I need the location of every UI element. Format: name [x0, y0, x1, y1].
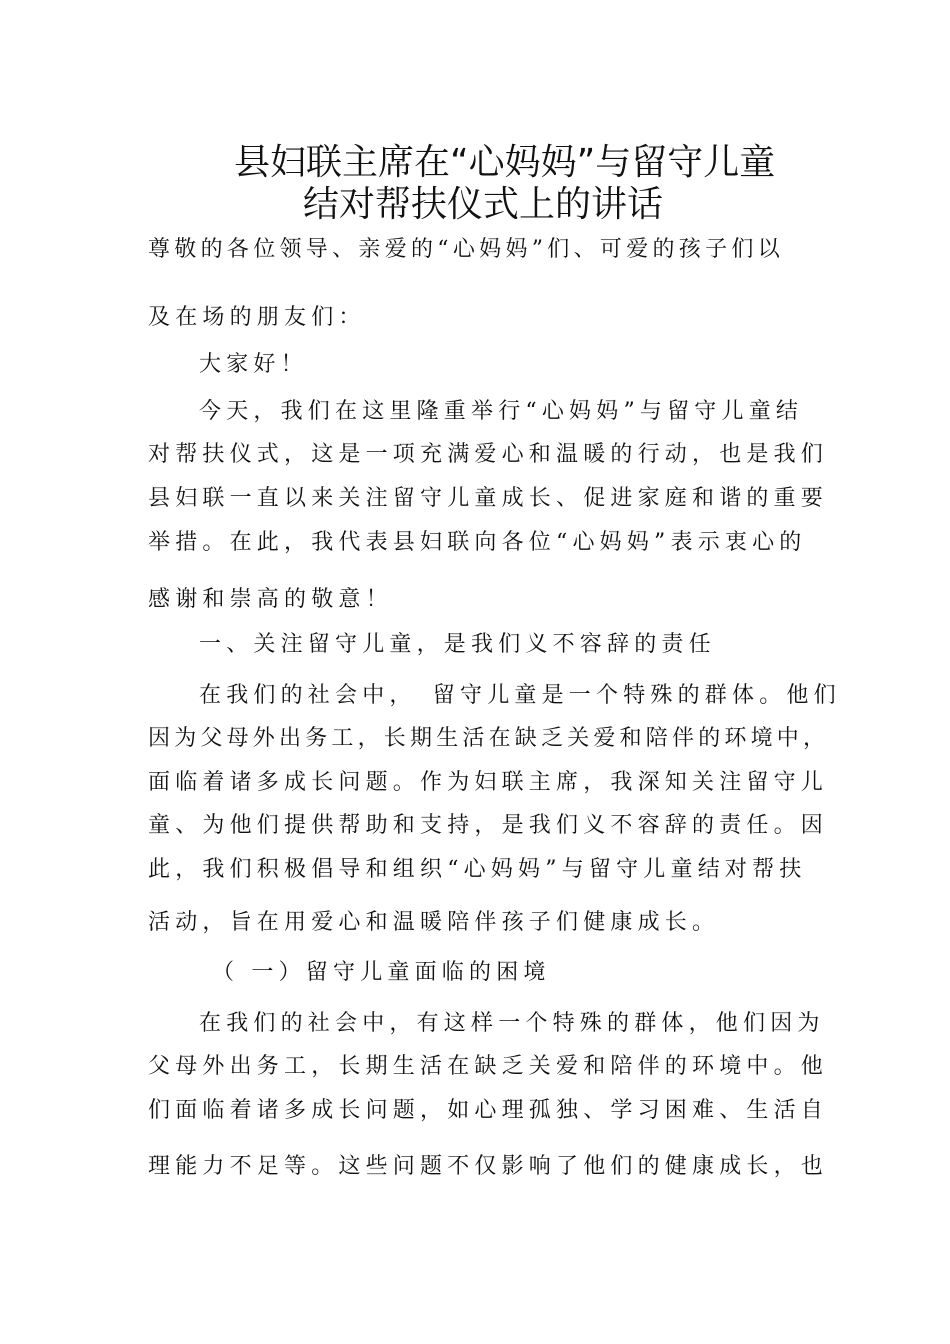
greeting: 大家好！: [199, 352, 308, 377]
document-title-line-1: 县妇联主席在“心妈妈”与留守儿童: [234, 142, 776, 183]
paragraph-line: 们面临着诸多成长问题，如心理孤独、学习困难、生活自: [148, 1098, 829, 1123]
paragraph-line: 在我们的社会中， 留守儿童是一个特殊的群体。他们: [199, 683, 841, 708]
paragraph-line: 此，我们积极倡导和组织“心妈妈”与留守儿童结对帮扶: [148, 857, 807, 882]
section-heading: 一、关注留守儿童，是我们义不容辞的责任: [199, 632, 716, 657]
paragraph-line: 对帮扶仪式，这是一项充满爱心和温暖的行动，也是我们: [148, 442, 829, 467]
subsection-heading: （ 一）留守儿童面临的困境: [212, 960, 551, 985]
paragraph-line: 因为父母外出务工，长期生活在缺乏关爱和陪伴的环境中，: [148, 726, 830, 751]
salutation-line-2: 及在场的朋友们：: [148, 305, 366, 330]
salutation-line-1: 尊敬的各位领导、亲爱的“心妈妈”们、可爱的孩子们以: [148, 237, 784, 262]
paragraph-line: 感谢和崇高的敬意！: [148, 587, 393, 612]
paragraph-line: 面临着诸多成长问题。作为妇联主席，我深知关注留守儿: [148, 770, 829, 795]
paragraph-line: 理能力不足等。这些问题不仅影响了他们的健康成长，也: [148, 1154, 829, 1179]
paragraph-line: 县妇联一直以来关注留守儿童成长、促进家庭和谐的重要: [148, 486, 829, 511]
paragraph-line: 今天，我们在这里隆重举行“心妈妈”与留守儿童结: [199, 399, 804, 424]
paragraph-line: 童、为他们提供帮助和支持，是我们义不容辞的责任。因: [148, 813, 829, 838]
paragraph-line: 活动，旨在用爱心和温暖陪伴孩子们健康成长。: [148, 910, 720, 935]
document-title-line-2: 结对帮扶仪式上的讲话: [303, 184, 664, 225]
paragraph-line: 举措。在此，我代表县妇联向各位“心妈妈”表示衷心的: [148, 530, 807, 555]
paragraph-line: 在我们的社会中，有这样一个特殊的群体，他们因为: [199, 1011, 825, 1036]
paragraph-line: 父母外出务工，长期生活在缺乏关爱和陪伴的环境中。他: [148, 1054, 829, 1079]
